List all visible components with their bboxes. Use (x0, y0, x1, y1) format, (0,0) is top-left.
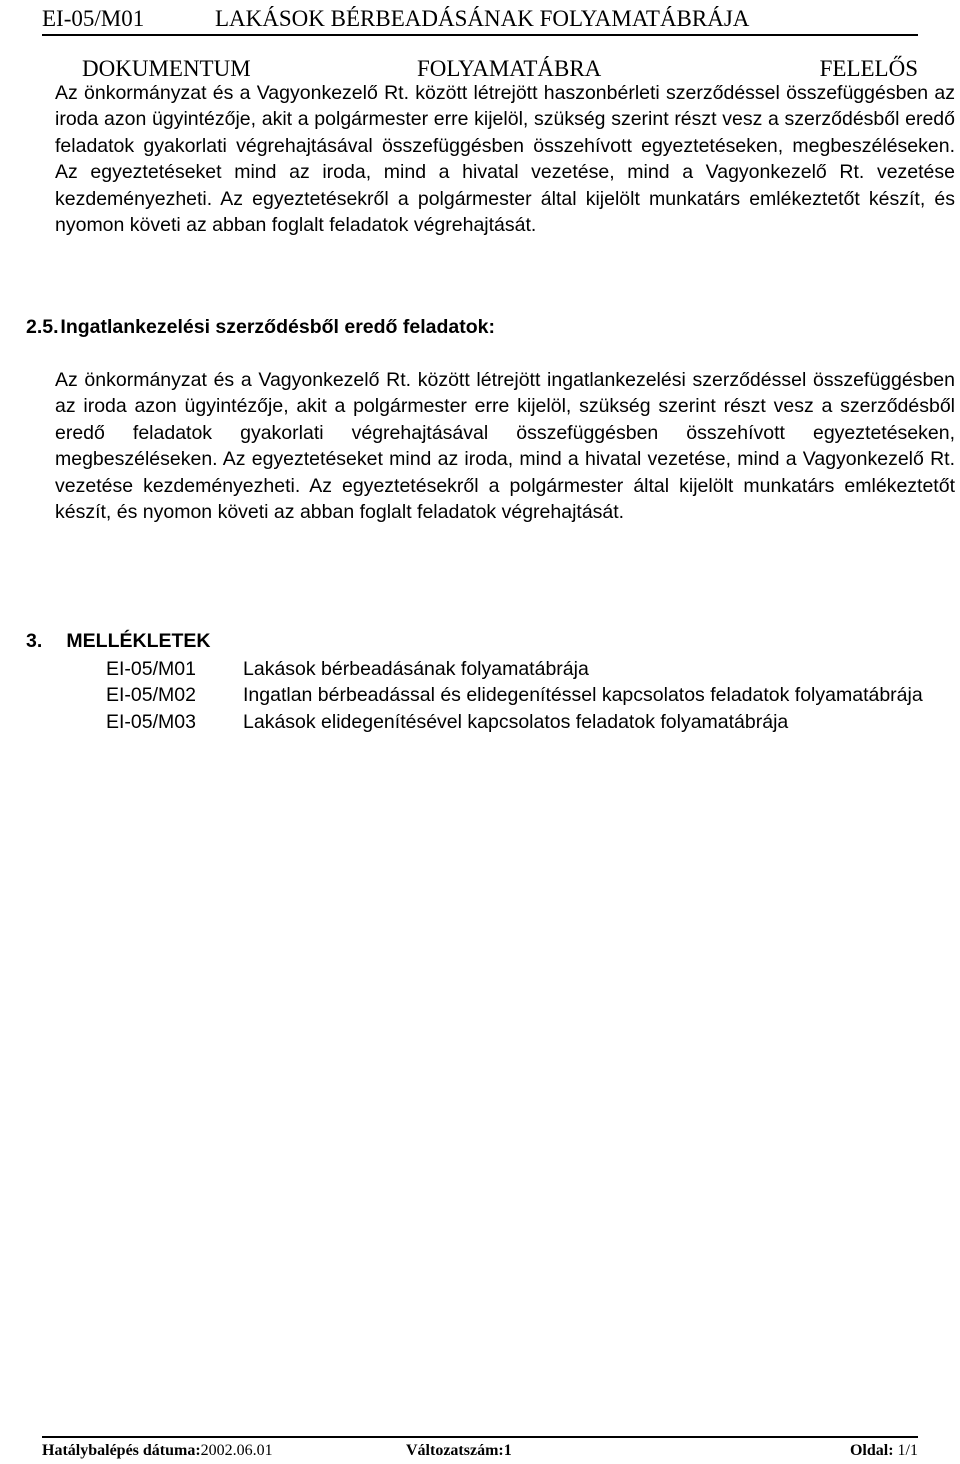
footer-version-value: 1 (503, 1442, 512, 1459)
footer-version (406, 1442, 512, 1460)
attachment-code: EI-05/M01 (106, 658, 196, 680)
footer-effective-value: 2002.06.01 (200, 1442, 273, 1459)
footer-version-label: Változatszám: (406, 1442, 504, 1459)
footer-effective-label: Hatálybalépés dátuma: (42, 1442, 201, 1459)
column-header-flowchart: FOLYAMATÁBRA (417, 56, 602, 81)
attachment-description: Lakások elidegenítésével kapcsolatos feladatok folyamatábrája (243, 710, 789, 733)
attachment-item (106, 656, 926, 682)
section-heading (26, 316, 495, 339)
attachment-code: EI-05/M02 (106, 684, 196, 707)
attachments-number: 3. (26, 630, 43, 652)
document-header (42, 4, 918, 36)
paragraph-lease-contract: Az önkormányzat és a Vagyonkezelő Rt. között létrejött haszonbérleti szerződéssel összefüggésben az iroda azon ügyintézője, akit a polgármester erre kijelöl, szükség szerint részt vesz a szerződésből eredő feladatok gyakorlati végrehajtásával összefüggésben összehívott egyeztetéseken, megbeszéléseken. Az egyeztetéseket mind az iroda, mind a hivatal vezetése, mind a Vagyonkezelő Rt. vezetése kezdeményezheti. Az egyeztetésekről a polgármester által kijelölt munkatárs emlékeztetőt készít, és nyomon követi az abban foglalt feladatok végrehajtását. (55, 82, 955, 237)
attachments-heading (26, 630, 211, 653)
attachments-list (106, 656, 926, 735)
footer-effective-date (42, 1442, 273, 1460)
column-header-responsible: FELELŐS (819, 56, 918, 81)
footer-page-label: Oldal: (849, 1442, 894, 1459)
attachment-item (106, 682, 926, 708)
document-title: LAKÁSOK BÉRBEADÁSÁNAK FOLYAMATÁBRÁJA (215, 6, 750, 31)
attachments-title: MELLÉKLETEK (66, 630, 211, 652)
attachment-description: Lakások bérbeadásának folyamatábrája (243, 658, 589, 680)
footer-page-value: 1/1 (897, 1442, 918, 1459)
attachment-item (106, 709, 926, 735)
section-title: Ingatlankezelési szerződésből eredő feladatok: (60, 316, 495, 338)
column-header-document: DOKUMENTUM (82, 56, 251, 81)
footer-page (850, 1442, 918, 1460)
attachment-description: Ingatlan bérbeadással és elidegenítéssel kapcsolatos feladatok folyamatábrája (243, 684, 923, 707)
document-footer (42, 1436, 918, 1464)
section-number: 2.5. (26, 316, 59, 338)
attachment-code: EI-05/M03 (106, 710, 196, 733)
paragraph-property-management-contract: Az önkormányzat és a Vagyonkezelő Rt. között létrejött ingatlankezelési szerződéssel összefüggésben az iroda azon ügyintézője, akit a polgármester erre kijelöl, szükség szerint részt vesz a szerződésből eredő feladatok gyakorlati végrehajtásával összefüggésben összehívott egyeztetéseken, megbeszéléseken. Az egyeztetéseket mind az iroda, mind a hivatal vezetése, mind a Vagyonkezelő Rt. vezetése kezdeményezheti. Az egyeztetésekről a polgármester által kijelölt munkatárs emlékeztetőt készít, és nyomon követi az abban foglalt feladatok végrehajtását. (55, 369, 955, 524)
document-code: EI-05/M01 (42, 6, 145, 31)
